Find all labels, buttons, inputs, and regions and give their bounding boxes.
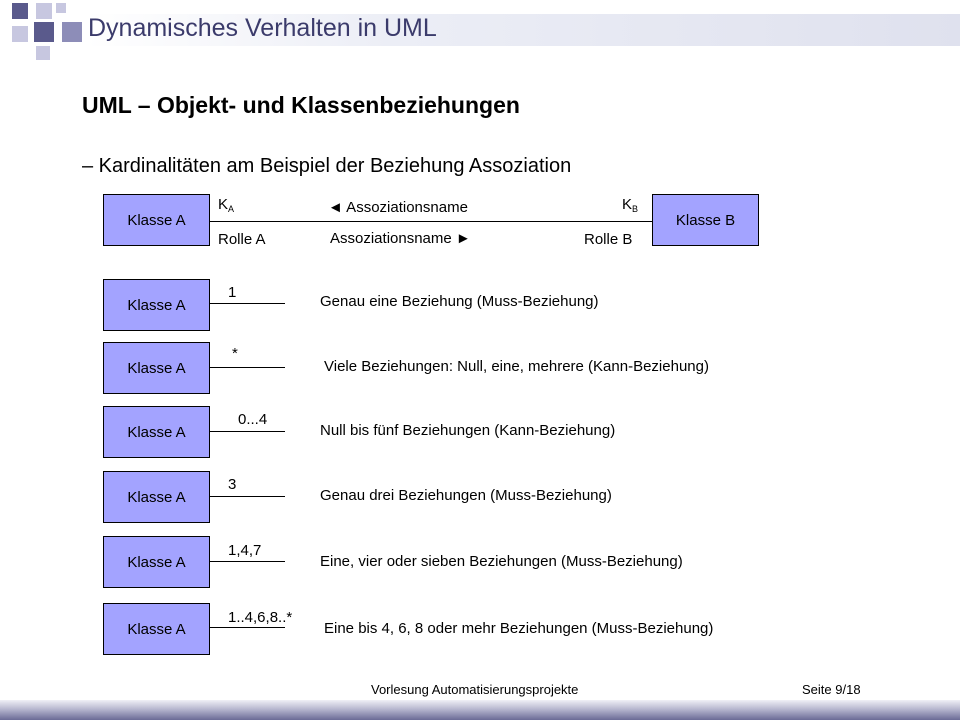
- multiplicity-label: 0...4: [238, 411, 268, 428]
- cardinality-letter: K: [218, 196, 229, 213]
- section-heading: UML – Objekt- und Klassenbeziehungen: [82, 92, 520, 118]
- cardinality-k-a: [218, 196, 234, 214]
- cardinality-letter: K: [622, 196, 633, 213]
- association-line: [210, 496, 285, 497]
- association-line: [210, 367, 285, 368]
- footer-course: Vorlesung Automatisierungsprojekte: [371, 682, 579, 697]
- decorative-square: [12, 26, 28, 42]
- decorative-square: [34, 22, 54, 42]
- association-name-right: Assoziationsname ►: [330, 230, 471, 247]
- class-box-label: Klasse A: [127, 211, 186, 229]
- class-box-example: [103, 342, 210, 394]
- footer-page-number: Seite 9/18: [802, 682, 861, 697]
- multiplicity-description: Eine bis 4, 6, 8 oder mehr Beziehungen (Muss-Beziehung): [324, 620, 714, 637]
- association-line: [210, 561, 285, 562]
- class-box-example: [103, 603, 210, 655]
- multiplicity-description: Genau eine Beziehung (Muss-Beziehung): [320, 293, 599, 310]
- multiplicity-description: Eine, vier oder sieben Beziehungen (Muss-Beziehung): [320, 553, 683, 570]
- class-box-example: [103, 406, 210, 458]
- multiplicity-description: Viele Beziehungen: Null, eine, mehrere (Kann-Beziehung): [324, 358, 709, 375]
- footer-bar: [0, 700, 960, 720]
- class-box-example: [103, 279, 210, 331]
- association-line: [210, 221, 652, 222]
- role-b-label: Rolle B: [584, 231, 633, 248]
- decorative-square: [12, 3, 28, 19]
- multiplicity-description: Genau drei Beziehungen (Muss-Beziehung): [320, 487, 612, 504]
- class-box-label: Klasse A: [127, 553, 186, 571]
- class-box-b: [652, 194, 759, 246]
- decorative-square: [56, 3, 66, 13]
- class-box-example: [103, 536, 210, 588]
- multiplicity-label: *: [232, 345, 238, 362]
- cardinality-subscript: B: [632, 204, 639, 214]
- decorative-square: [36, 3, 52, 19]
- association-line: [210, 627, 285, 628]
- class-box-label: Klasse A: [127, 423, 186, 441]
- class-box-label: Klasse A: [127, 359, 186, 377]
- multiplicity-description: Null bis fünf Beziehungen (Kann-Beziehung): [320, 422, 616, 439]
- class-box-label: Klasse B: [675, 211, 736, 229]
- multiplicity-label: 1,4,7: [228, 542, 262, 559]
- decorative-square: [36, 46, 50, 60]
- class-box-label: Klasse A: [127, 296, 186, 314]
- association-line: [210, 303, 285, 304]
- association-line: [210, 431, 285, 432]
- association-name-left: ◄ Assoziationsname: [328, 199, 468, 216]
- class-box-example: [103, 471, 210, 523]
- multiplicity-label: 3: [228, 476, 237, 493]
- decorative-square: [62, 22, 82, 42]
- multiplicity-label: 1: [228, 284, 237, 301]
- class-box-label: Klasse A: [127, 620, 186, 638]
- section-subheading: – Kardinalitäten am Beispiel der Beziehung Assoziation: [82, 155, 572, 177]
- cardinality-subscript: A: [228, 204, 235, 214]
- class-box-a: [103, 194, 210, 246]
- class-box-label: Klasse A: [127, 488, 186, 506]
- cardinality-k-b: [622, 196, 638, 214]
- role-a-label: Rolle A: [218, 231, 266, 248]
- slide-title: Dynamisches Verhalten in UML: [88, 14, 437, 42]
- multiplicity-label: 1..4,6,8..*: [228, 609, 293, 626]
